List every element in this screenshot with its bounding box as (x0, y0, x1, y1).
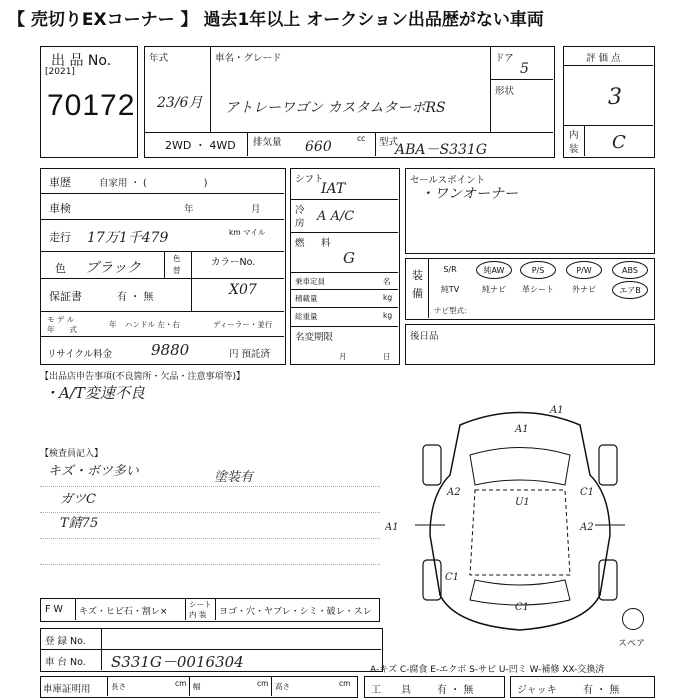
sales-point-value: ・ワンオーナー (420, 186, 518, 202)
damage-legend: A-キズ C-腐食 E-エクボ S-サビ U-凹ミ W-補修 XX-交換済 (370, 665, 605, 675)
damage-mark-8: A1 (550, 405, 564, 416)
option-ext-navi: 外ナビ (572, 285, 596, 294)
nenshiki-label: 年式 (149, 53, 169, 64)
ac-label-1: 冷 (295, 205, 305, 216)
spare-tire-icon (622, 608, 644, 630)
damage-mark-6: C1 (445, 572, 460, 583)
damage-mark-2: A2 (447, 487, 461, 498)
front-left-wheel (423, 445, 441, 485)
grade-label: 評 価 点 (586, 53, 621, 64)
lot-year-tag: [2021] (45, 67, 75, 77)
tools-value: 有 ・ 無 (437, 685, 474, 696)
grade-value: 3 (608, 85, 622, 110)
ac-value: A A/C (317, 209, 355, 224)
inspector-label: 【検査員記入】 (40, 449, 104, 459)
jack-value: 有 ・ 無 (583, 685, 620, 696)
handle-label: ハンドル 左・右 (125, 320, 180, 329)
interior-value: C (612, 132, 626, 153)
recycle-unit: 円 預託済 (229, 349, 271, 360)
mileage-unit: km マイル (229, 228, 266, 237)
chassis-label: 車 台 No. (45, 657, 86, 668)
fw-label: F W (45, 604, 63, 615)
jack-label: ジャッキ (517, 685, 557, 696)
load-label: 積載量 (295, 294, 318, 303)
model-value: ABA－S331G (395, 142, 488, 158)
seller-notes-label: 【出品店申告事項(不良箇所・欠品・注意事項等)】 (40, 372, 246, 382)
garage-cert-row (40, 676, 358, 698)
equipment-label-char-1: 装 (412, 269, 423, 282)
later-items-box (405, 324, 655, 365)
warranty-label: 保証書 (49, 290, 82, 303)
equipment-box (405, 258, 655, 320)
inspector-line-2: ガツC (60, 492, 96, 507)
spec-section (290, 168, 400, 365)
page-title: 【 売切りEXコーナー 】 過去1年以上 オークション出品歴がない車両 (8, 10, 544, 30)
inspector-writing-lines (40, 456, 380, 576)
color-change-2: 替 (173, 266, 181, 275)
fuel-label-2: 料 (321, 238, 331, 249)
option-ps: P/S (520, 261, 556, 279)
option-leather: 革シート (522, 285, 554, 294)
shaken-year: 年 (184, 204, 194, 215)
displacement-unit: cc (357, 134, 366, 143)
shaken-label: 車検 (49, 202, 71, 215)
capacity-label: 乗車定員 (295, 277, 325, 286)
car-name-value: アトレーワゴン カスタムターボRS (225, 100, 446, 116)
length-unit: cm (175, 679, 187, 688)
displacement-label: 排気量 (253, 137, 282, 148)
mileage-label: 走行 (49, 231, 71, 244)
nenshiki-value: 23/6月 (157, 95, 203, 111)
door-label: ドア (495, 53, 514, 64)
drive-label: 2WD ・ 4WD (165, 139, 236, 152)
lot-box (40, 46, 138, 158)
color-label: 色 (55, 262, 66, 275)
height-unit: cm (339, 679, 351, 688)
model-label: 型式 (379, 137, 399, 148)
rear-right-wheel (599, 560, 617, 600)
shaken-month: 月 (251, 204, 261, 215)
fuel-label-1: 燃 (295, 238, 305, 249)
seat-value: ヨゴ・穴・ヤブレ・シミ・破レ・スレ (219, 607, 372, 617)
seat-label-2: 内 装 (189, 610, 207, 619)
deadline-month: 月 (339, 352, 347, 361)
damage-mark-3: U1 (515, 497, 530, 508)
fuel-value: G (343, 249, 355, 267)
history-value: 自家用 ・ ( ) (99, 178, 208, 189)
interior-label-2: 装 (569, 144, 579, 155)
sales-point-label: セールスポイント (410, 175, 486, 186)
sales-point-box (405, 168, 655, 254)
dealer-label: ディーラー・並行 (213, 320, 273, 329)
car-name-label: 車名・グレード (215, 53, 282, 64)
inspector-side-note: 塗装有 (214, 470, 254, 485)
option-tv: 純TV (440, 285, 460, 294)
weight-label: 総重量 (295, 312, 318, 321)
option-navi: 純ナビ (482, 285, 506, 294)
model-year-label-2: 年 式 (47, 325, 77, 334)
vehicle-info-section (40, 168, 286, 365)
history-label: 車歴 (49, 176, 71, 189)
registration-label: 登 録 No. (45, 636, 86, 647)
lot-label: 出 品 No. (51, 53, 112, 69)
model-year-label-1: モ デ ル (47, 315, 75, 324)
header-section (144, 46, 555, 158)
inspector-line-3: T錆75 (60, 516, 99, 531)
option-sr: S/R (443, 265, 457, 274)
displacement-value: 660 (305, 139, 332, 155)
car-windshield (470, 448, 570, 486)
deadline-label: 名変期限 (295, 332, 334, 343)
deadline-day: 日 (383, 352, 391, 361)
width-unit: cm (257, 679, 269, 688)
chassis-value: S331G－0016304 (111, 653, 244, 671)
option-aw: 純AW (476, 261, 512, 279)
color-no-label: カラーNo. (211, 257, 256, 268)
damage-mark-1: A1 (515, 424, 529, 435)
jack-box (510, 676, 655, 698)
model-year-unit: 年 (109, 320, 117, 329)
shift-label: シフト (295, 174, 324, 185)
grade-box (563, 46, 655, 158)
damage-mark-5: A2 (580, 522, 594, 533)
seat-label-1: シート (189, 600, 212, 609)
tools-box (364, 676, 505, 698)
damage-mark-4: C1 (580, 487, 595, 498)
interior-label-1: 内 (569, 130, 579, 141)
color-value: ブラック (85, 260, 141, 276)
shift-value: IAT (321, 181, 346, 197)
garage-cert-label: 車庫証明用 (43, 684, 91, 695)
warranty-value: 有 ・ 無 (117, 292, 154, 303)
later-items-label: 後日品 (410, 331, 439, 342)
shape-label: 形状 (495, 86, 515, 97)
tools-label: 工 具 (371, 685, 411, 696)
navi-type-label: ナビ型式： (434, 306, 472, 315)
interior-condition-row (40, 598, 380, 622)
capacity-unit: 名 (383, 277, 391, 286)
equipment-label-char-2: 備 (412, 287, 423, 300)
load-unit: kg (383, 293, 393, 302)
color-no-value: X07 (229, 282, 257, 298)
option-airbag: エアB (612, 281, 648, 299)
seller-notes-value: ・A/T変速不良 (44, 384, 145, 402)
door-value: 5 (520, 61, 529, 77)
rear-left-wheel (423, 560, 441, 600)
option-abs: ABS (612, 261, 648, 279)
fw-value: キズ・ヒビ石・割レ× (79, 607, 168, 617)
length-label: 長さ (111, 682, 126, 691)
damage-mark-7: C1 (515, 602, 530, 613)
inspector-line-1: キズ・ボツ多い (48, 464, 139, 479)
weight-unit: kg (383, 311, 393, 320)
vehicle-damage-diagram (385, 395, 655, 650)
spare-label: スペア (618, 639, 646, 649)
recycle-label: リサイクル料金 (47, 349, 113, 360)
registration-box (40, 628, 383, 672)
front-right-wheel (599, 445, 617, 485)
color-change-1: 色 (173, 254, 181, 263)
height-label: 高さ (275, 682, 290, 691)
damage-mark-9: A1 (385, 522, 399, 533)
width-label: 幅 (193, 682, 201, 691)
ac-label-2: 房 (295, 218, 305, 229)
option-pw: P/W (566, 261, 602, 279)
mileage-value: 17万1千479 (87, 230, 169, 246)
recycle-value: 9880 (151, 341, 190, 359)
lot-number: 70172 (47, 89, 136, 122)
